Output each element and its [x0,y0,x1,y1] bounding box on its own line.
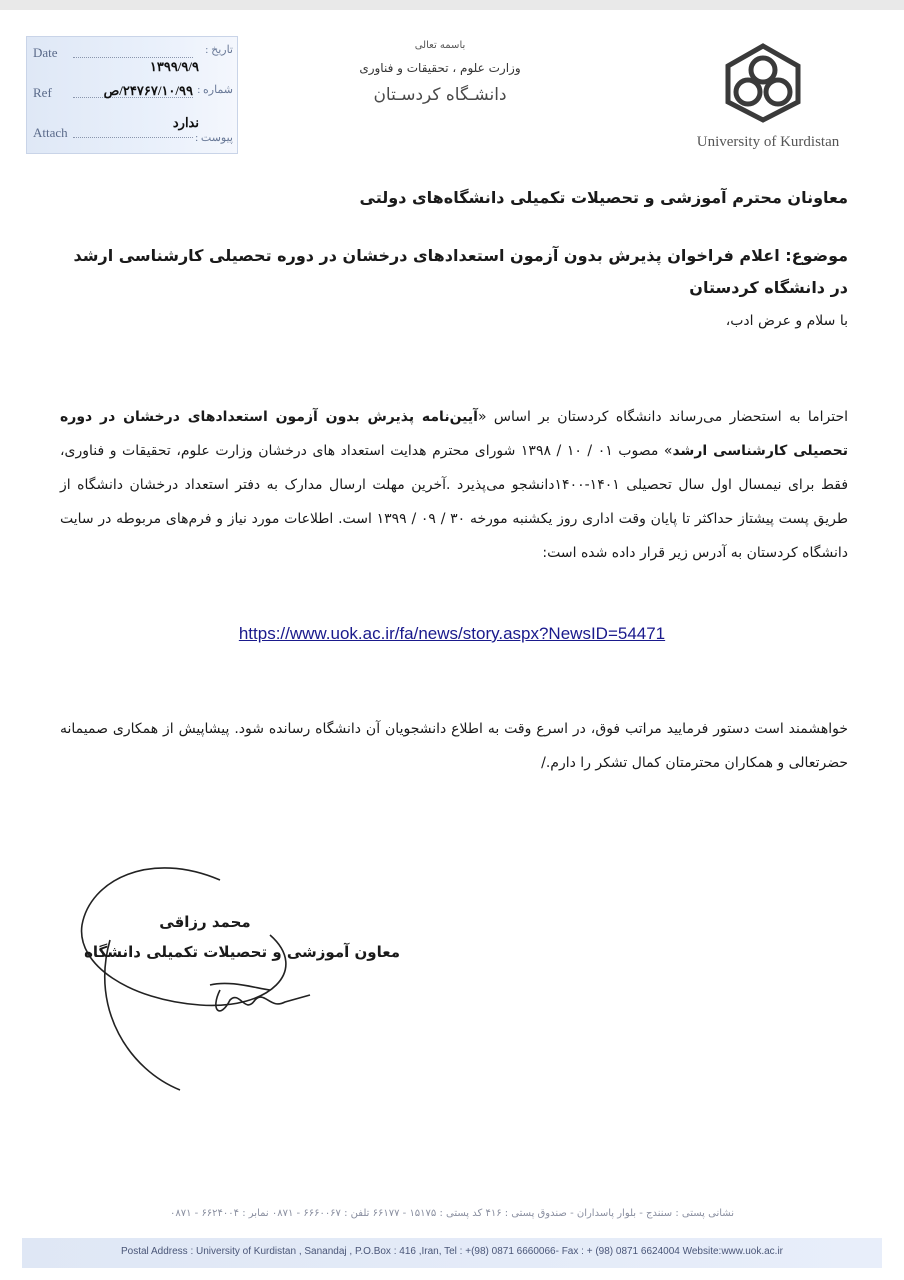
news-link[interactable]: https://www.uok.ac.ir/fa/news/story.aspx?NewsID=54471 [238,624,666,643]
date-row [33,44,233,74]
ref-label-fa: شماره : [197,84,233,96]
ref-value: ۲۴۷۶۷/۱۰/۹۹/ص [103,83,193,98]
body-regulation-title: آیین‌نامه پذیرش بدون آزمون استعدادهای درخشان در دوره تحصیلی کارشناسی ارشد [60,409,848,459]
date-label: Date [33,45,58,60]
footer-address-fa: نشانی پستی : سنندج - بلوار پاسداران - صندوق پستی : ۴۱۶ کد پستی : ۱۵۱۷۵ - ۶۶۱۷۷ تلفن : ۶۶۶۰۰۶۷ - ۰۸۷۱ نمابر : ۶۶۲۴۰۰۴ - ۰۸۷۱ [169,1208,734,1219]
signer-title: معاون آموزشی و تحصیلات تکمیلی دانشگاه [84,943,400,961]
ministry-name: وزارت علوم ، تحقیقات و فناوری [359,61,521,75]
letterhead-center [340,40,540,105]
footer-address-en: Postal Address : University of Kurdistan , Sanandaj , P.O.Box : 416 ,Iran, Tel : +(98) 0871 6660066- Fax : + (98) 0871 6624004 Website:www.uok.ac.ir [120,1246,784,1257]
subject-line: موضوع: اعلام فراخوان پذیرش بدون آزمون استعدادهای درخشان در دوره تحصیلی کارشناسی ارشد در دانشگاه کردستان [73,246,848,297]
ref-row [33,85,233,105]
bismillah: باسمه تعالی [414,40,466,51]
body-text-part2: » مصوب ۰۱ / ۱۰ / ۱۳۹۸ شورای محترم هدایت استعداد های درخشان وزارت علوم، تحقیقات و فناوری، فقط برای نیمسال اول سال تحصیلی ۱۴۰۱-۱۴۰۰دانشجو می‌پذیرد .آخرین مهلت ارسال مدارک به دفتر استعداد درخشان دانشگاه از طریق پست پیشتاز حداکثر تا پایان وقت اداری روز یکشنبه مورخه ۳۰ / ۰۹ / ۱۳۹۹ است. اطلاعات مورد نیاز و فرم‌های مربوطه در سایت دانشگاه کردستان به آدرس زیر قرار داده شده است: [60,443,849,561]
ref-label: Ref [33,85,52,100]
closing-paragraph: خواهشمند است دستور فرمایید مراتب فوق، در اسرع وقت به اطلاع دانشجویان آن دانشگاه رسانده شود. پیشاپیش از همکاری صمیمانه حضرتعالی و همکاران محترمتان کمال تشکر را دارم./ [60,721,848,771]
addressee: معاونان محترم آموزشی و تحصیلات تکمیلی دانشگاه‌های دولتی [359,188,848,207]
attach-row [33,115,233,145]
university-name-fa: دانشـگاه کردسـتان [373,85,507,105]
university-logo [678,40,858,152]
top-strip [0,0,904,10]
attach-value: ندارد [172,115,199,130]
body-text-part1: احتراما به استحضار می‌رساند دانشگاه کردستان بر اساس « [477,409,849,425]
attach-label-fa: پیوست : [195,132,233,144]
university-logo-icon [718,40,808,126]
greeting: با سلام و عرض ادب، [725,313,848,329]
letter-meta-box [26,36,238,154]
body-paragraph [60,400,848,570]
handwritten-signature [70,840,370,1100]
university-name-en: University of Kurdistan [696,134,840,150]
attach-label: Attach [33,125,68,140]
footer-bar [22,1238,882,1268]
signer-name: محمد رزاقی [159,913,251,931]
date-value: ۱۳۹۹/۹/۹ [149,59,199,74]
date-label-fa: تاریخ : [205,44,233,56]
